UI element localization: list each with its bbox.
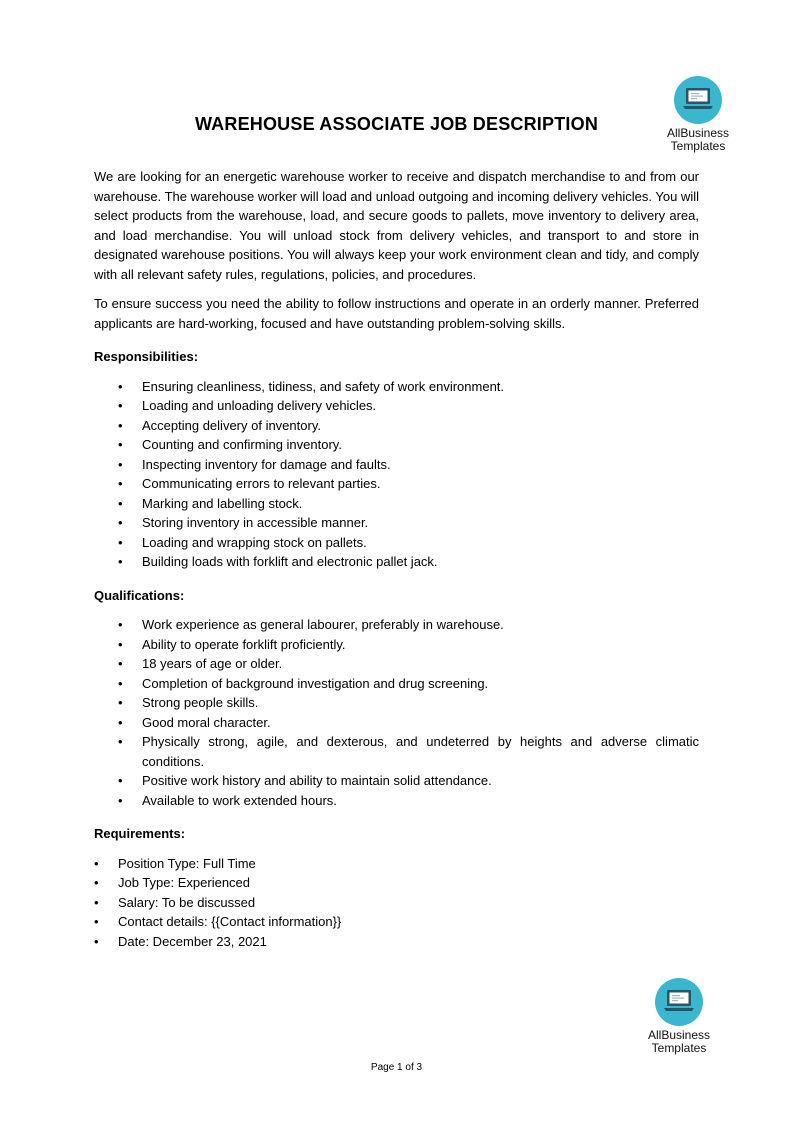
list-item: • Physically strong, agile, and dexterous, and undeterred by heights and adverse climatic conditions. (94, 732, 699, 771)
intro-paragraph-1: We are looking for an energetic warehouse worker to receive and dispatch merchandise to and from our warehouse. The warehouse worker will load and unload outgoing and incoming delivery vehicles. You will select products from the warehouse, load, and secure goods to pallets, move inventory to delivery area, and load merchandise. You will unload stock from delivery vehicles, and transport to and store in designated warehouse positions. You will always keep your work environment clean and tidy, and comply with all relevant safety rules, regulations, policies, and procedures. (94, 169, 699, 282)
list-item: • Accepting delivery of inventory. (94, 416, 699, 436)
list-item: • Loading and wrapping stock on pallets. (94, 533, 699, 553)
intro-paragraph-2: To ensure success you need the ability to follow instructions and operate in an orderly manner. Preferred applicants are hard-working, focused and have outstanding problem-solving skills. (94, 296, 699, 331)
logo-text: AllBusiness Templates (647, 1028, 711, 1055)
responsibilities-list (94, 377, 699, 572)
laptop-icon (655, 978, 703, 1026)
list-item: • Ensuring cleanliness, tidiness, and safety of work environment. (94, 377, 699, 397)
list-item: • Contact details: {{Contact information}} (94, 912, 699, 932)
list-item: • 18 years of age or older. (94, 654, 699, 674)
list-item: • Building loads with forklift and electronic pallet jack. (94, 552, 699, 572)
list-item: • Salary: To be discussed (94, 893, 699, 913)
responsibilities-heading: Responsibilities: (94, 349, 199, 364)
list-item: • Marking and labelling stock. (94, 494, 699, 514)
list-item: • Communicating errors to relevant parties. (94, 474, 699, 494)
list-item: • Completion of background investigation and drug screening. (94, 674, 699, 694)
list-item: • Ability to operate forklift proficiently. (94, 635, 699, 655)
requirements-heading: Requirements: (94, 826, 186, 841)
page-number: Page 1 of 3 (370, 1062, 423, 1073)
document-body (94, 167, 699, 961)
list-item: • Work experience as general labourer, preferably in warehouse. (94, 615, 699, 635)
allbusiness-logo-bottom (634, 978, 724, 1055)
list-item: • Available to work extended hours. (94, 791, 699, 811)
logo-text: AllBusiness Templates (666, 126, 730, 153)
requirements-list (94, 854, 699, 952)
list-item: • Storing inventory in accessible manner. (94, 513, 699, 533)
list-item: • Counting and confirming inventory. (94, 435, 699, 455)
list-item: • Job Type: Experienced (94, 873, 699, 893)
qualifications-list (94, 615, 699, 810)
list-item: • Strong people skills. (94, 693, 699, 713)
list-item: • Good moral character. (94, 713, 699, 733)
qualifications-heading: Qualifications: (94, 587, 185, 603)
list-item: • Date: December 23, 2021 (94, 932, 699, 952)
document-title: WAREHOUSE ASSOCIATE JOB DESCRIPTION (194, 114, 599, 134)
list-item: • Loading and unloading delivery vehicles. (94, 396, 699, 416)
list-item: • Inspecting inventory for damage and faults. (94, 455, 699, 475)
list-item: • Positive work history and ability to maintain solid attendance. (94, 771, 699, 791)
list-item: • Position Type: Full Time (94, 854, 699, 874)
